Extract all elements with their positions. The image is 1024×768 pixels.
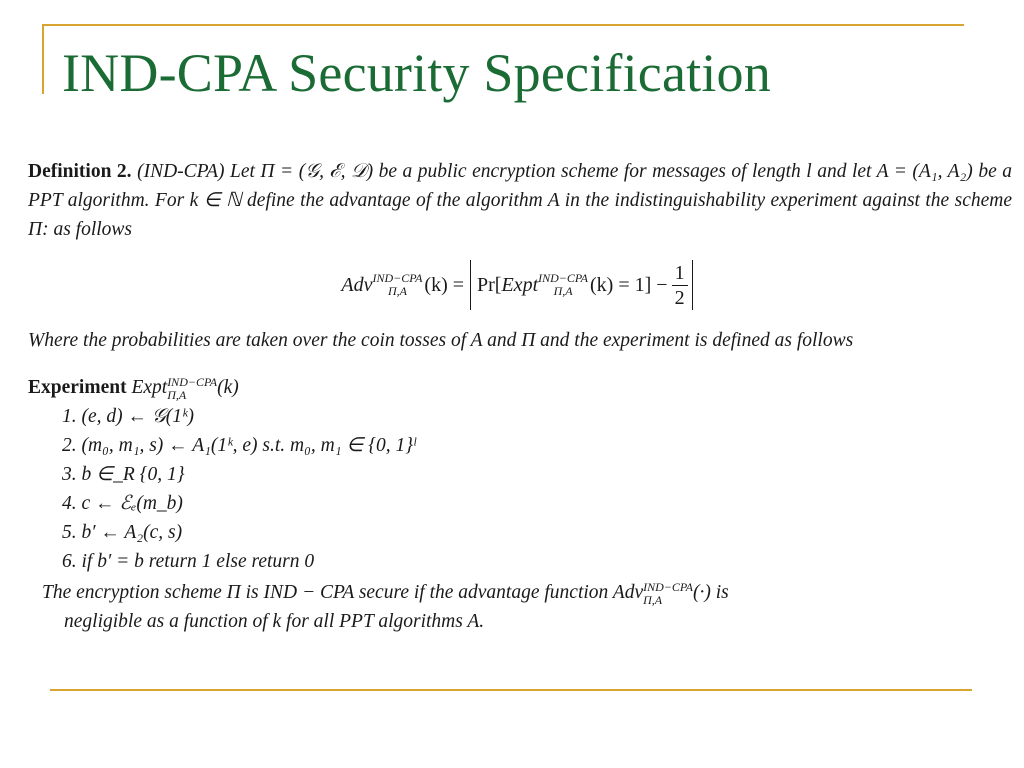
eq-pr: Pr[ [477, 273, 502, 296]
experiment-name-sub: Π,A [167, 387, 187, 402]
closing-text-a: The encryption scheme Π is IND − CPA secure if the advantage function Adv [42, 582, 644, 603]
left-rule [42, 24, 44, 94]
closing-sub: Π,A [643, 592, 663, 607]
experiment-heading [28, 373, 1012, 402]
eq-expt-sub: Π,A [553, 284, 573, 298]
experiment-name: Expt [131, 377, 168, 398]
slide-body [28, 157, 1012, 636]
probability-text: Where the probabilities are taken over the coin tosses of A and Π and the experiment is defined as follows [28, 330, 854, 351]
experiment-name-sup: IND−CPA [167, 374, 218, 389]
advantage-equation [28, 256, 1012, 314]
closing-text-b: (·) is [693, 582, 729, 603]
eq-lhs: Adv [341, 273, 373, 296]
eq-lhs-sub: Π,A [387, 284, 407, 298]
eq-expt-tail: (k) = 1] − [590, 273, 668, 296]
definition-label: Definition 2. [28, 161, 132, 182]
eq-lhs-sup: IND−CPA [372, 271, 423, 285]
closing-statement [42, 578, 1012, 636]
slide-title: IND-CPA Security Specification [62, 43, 771, 103]
closing-line-1 [42, 578, 1012, 607]
eq-expt-sup: IND−CPA [538, 271, 589, 285]
experiment-step: 1. (e, d) ← 𝒢(1ᵏ) [62, 406, 194, 427]
experiment-step: 5. b′ ← A₂(c, s) [62, 522, 183, 543]
experiment-step: 6. if b′ = b return 1 else return 0 [62, 551, 315, 572]
closing-sup: IND−CPA [643, 579, 694, 594]
experiment-label: Experiment [28, 377, 127, 398]
probability-paragraph [28, 326, 1012, 355]
experiment-step: 4. c ← ℰₑ(m_b) [62, 493, 183, 514]
eq-fraction [672, 261, 688, 310]
closing-line-2: negligible as a function of k for all PPT algorithms A. [64, 611, 485, 632]
experiment-step: 3. b ∈_R {0, 1} [62, 464, 185, 485]
experiment-steps [62, 402, 1012, 576]
experiment-step: 2. (m₀, m₁, s) ← A₁(1ᵏ, e) s.t. m₀, m₁ ∈ {0, 1}ˡ [62, 435, 416, 456]
frac-denominator: 2 [674, 286, 685, 309]
definition-text: (IND-CPA) Let Π = (𝒢, ℰ, 𝒟) be a public encryption scheme for messages of length l and let A = (A₁, A₂) be a PPT algorithm. For k ∈ ℕ define the advantage of the algorithm A in the indistinguishability experiment against the scheme Π: as follows [28, 161, 1012, 240]
bottom-rule [50, 689, 972, 691]
abs-bar-left [470, 260, 471, 310]
experiment-name-arg: (k) [217, 377, 239, 398]
abs-bar-right [692, 260, 693, 310]
frac-numerator: 1 [672, 261, 688, 286]
eq-expt: Expt [501, 273, 539, 296]
definition-paragraph [28, 157, 1012, 244]
eq-lhs-arg: (k) = [424, 273, 465, 296]
top-rule [42, 24, 964, 26]
